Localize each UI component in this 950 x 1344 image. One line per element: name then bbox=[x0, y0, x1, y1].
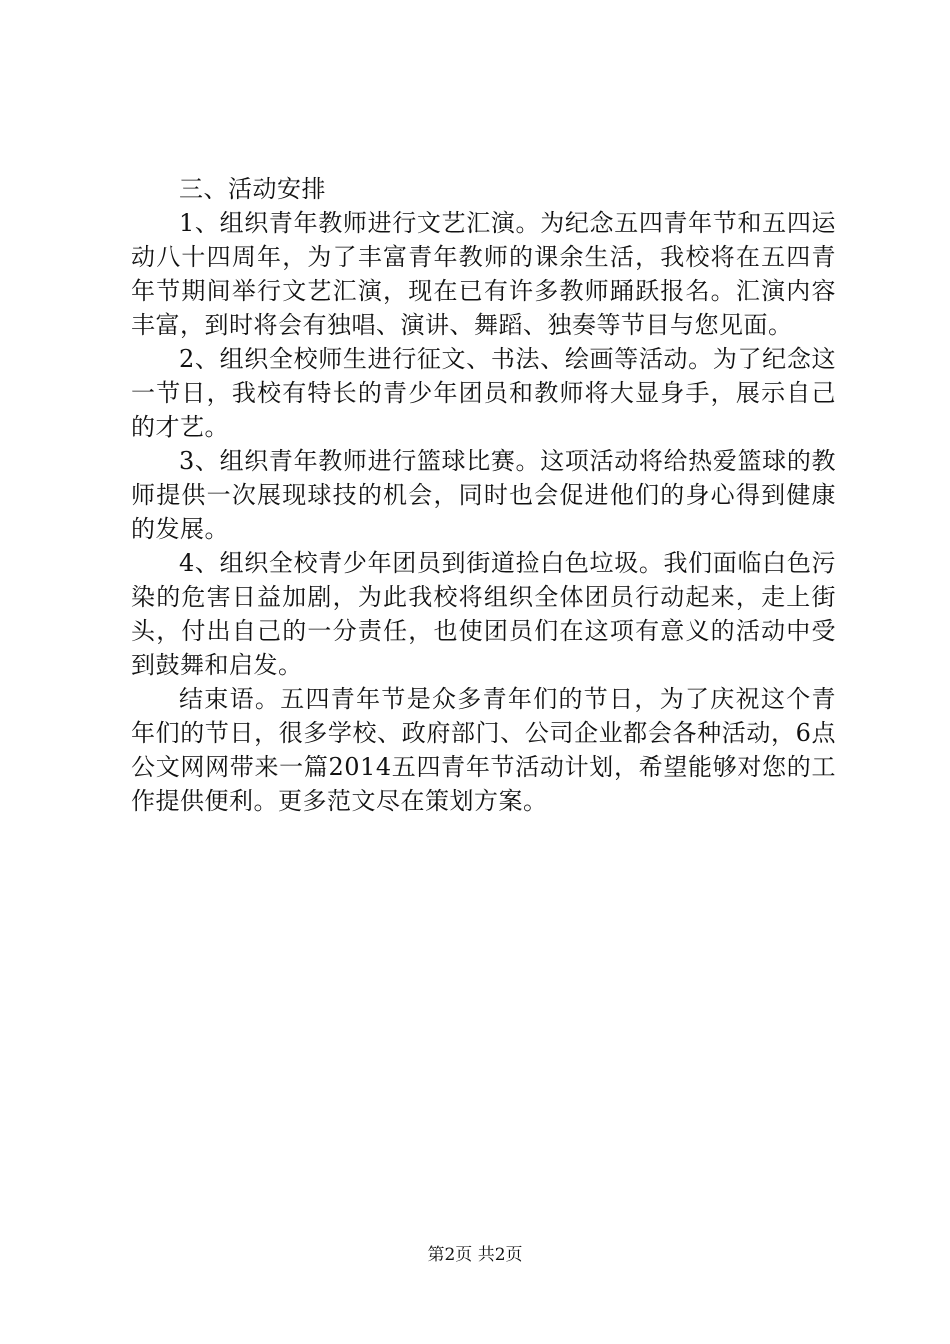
paragraph-activity-1: 1、组织青年教师进行文艺汇演。为纪念五四青年节和五四运动八十四周年，为了丰富青年教师的课余生活，我校将在五四青年节期间举行文艺汇演，现在已有许多教师踊跃报名。汇演内容丰富，到时将会有独唱、演讲、舞蹈、独奏等节目与您见面。 bbox=[131, 209, 836, 339]
document-body bbox=[131, 172, 836, 818]
page-footer: 第2页 共2页 bbox=[427, 1245, 523, 1265]
paragraph-activity-3: 3、组织青年教师进行篮球比赛。这项活动将给热爱篮球的教师提供一次展现球技的机会，同时也会促进他们的身心得到健康的发展。 bbox=[131, 447, 836, 543]
section-heading: 三、活动安排 bbox=[179, 175, 326, 203]
paragraph-conclusion: 结束语。五四青年节是众多青年们的节日，为了庆祝这个青年们的节日，很多学校、政府部门、公司企业都会各种活动，6点公文网网带来一篇2014五四青年节活动计划，希望能够对您的工作提供便利。更多范文尽在策划方案。 bbox=[131, 685, 836, 815]
paragraph-activity-4: 4、组织全校青少年团员到街道捡白色垃圾。我们面临白色污染的危害日益加剧，为此我校将组织全体团员行动起来，走上街头，付出自己的一分责任，也使团员们在这项有意义的活动中受到鼓舞和启发。 bbox=[131, 549, 836, 679]
paragraph-activity-2: 2、组织全校师生进行征文、书法、绘画等活动。为了纪念这一节日，我校有特长的青少年团员和教师将大显身手，展示自己的才艺。 bbox=[131, 345, 836, 441]
